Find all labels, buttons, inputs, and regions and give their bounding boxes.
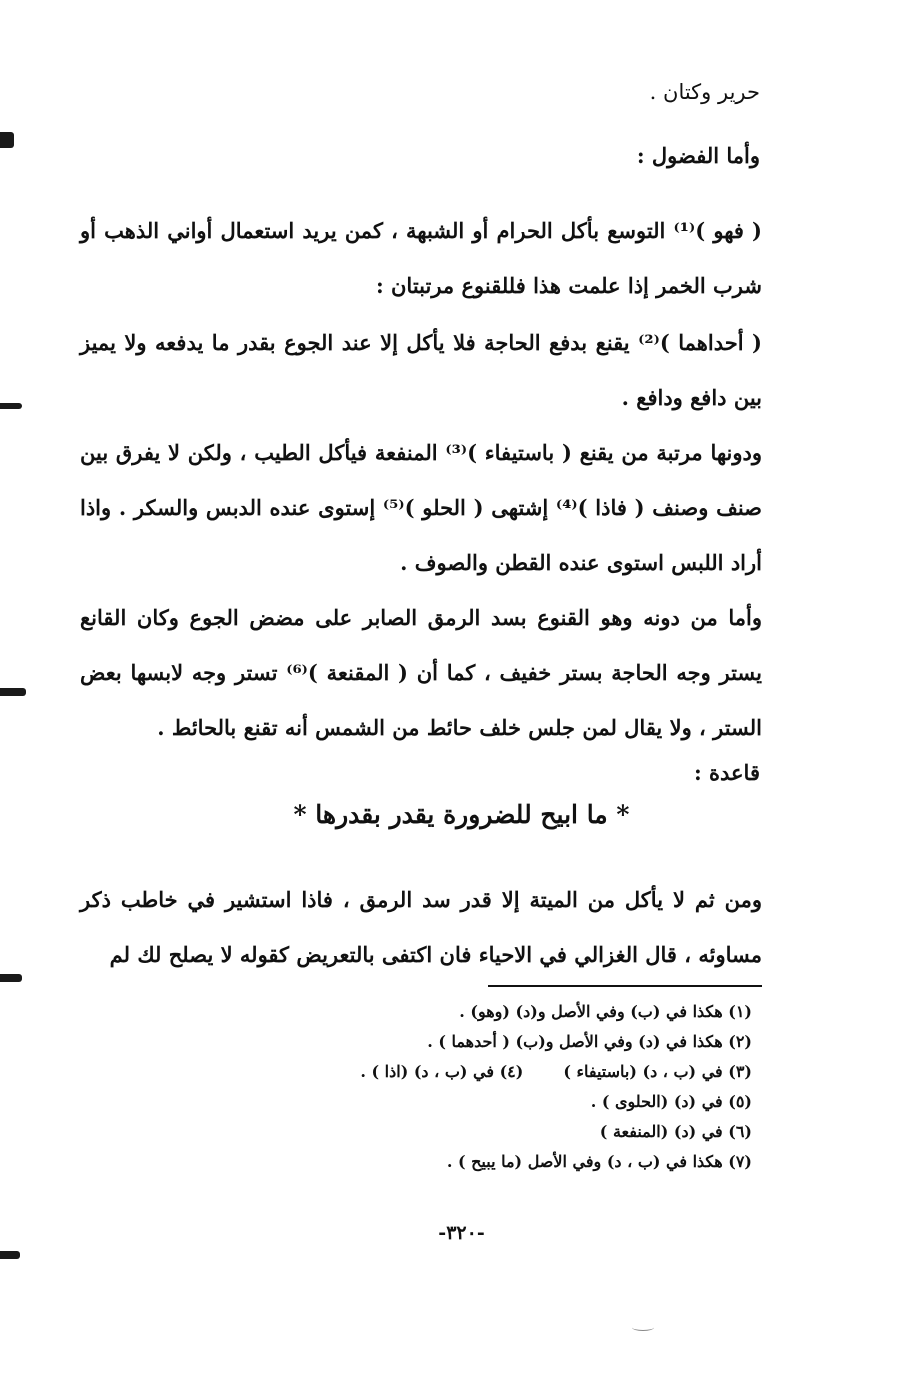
footnote-text: (٤) في (ب ، د) (اذا ) . bbox=[360, 1062, 524, 1081]
paragraph-text: ومن ثم لا يأكل من الميتة إلا قدر سد الرمق ، فاذا استشير في خاطب ذكر مساوئه ، قال الغزالي في الاحياء فان اكتفى بالتعريض كقوله لا يصلح لك لم bbox=[80, 887, 762, 967]
footnote bbox=[300, 1087, 752, 1117]
footnote-text: (٥) في (د) (الحلوى ) . bbox=[590, 1092, 752, 1111]
page-number: -٣٢٠- bbox=[438, 1222, 485, 1244]
footnote bbox=[300, 1057, 752, 1087]
scan-edge-mark bbox=[0, 403, 22, 409]
footnote-text: (٣) في (ب ، د) (باستيفاء ) bbox=[563, 1062, 752, 1081]
paragraph bbox=[80, 425, 762, 590]
paragraph-text: ( أحداهما )⁽²⁾ يقنع بدفع الحاجة فلا يأكل إلا عند الجوع بقدر ما يدفعه ولا يميز بين دافع ودافع . bbox=[80, 330, 762, 410]
paragraph-text: ودونها مرتبة من يقنع ( باستيفاء )⁽³⁾ المنفعة فيأكل الطيب ، ولكن لا يفرق بين صنف وصنف ( فاذا )⁽⁴⁾ إشتهى ( الحلو )⁽⁵⁾ إستوى عنده الدبس والسكر . واذا أراد اللبس استوى عنده القطن والصوف . bbox=[80, 440, 763, 575]
scan-edge-mark bbox=[0, 688, 26, 696]
footnote bbox=[300, 1147, 752, 1177]
footnote-text: (١) هكذا في (ب) وفي الأصل و(د) (وهو) . bbox=[459, 1002, 752, 1021]
footnote-text: (٧) هكذا في (ب ، د) وفي الأصل (ما يبيح ) . bbox=[446, 1152, 752, 1171]
paragraph-text: ( فهو )⁽¹⁾ التوسع بأكل الحرام أو الشبهة ، كمن يريد استعمال أواني الذهب أو شرب الخمر إذا علمت هذا فللقنوع مرتبتان : bbox=[80, 218, 762, 298]
rule-heading: * ما ابيح للضرورة يقدر بقدرها * bbox=[293, 800, 630, 829]
rule-label: قاعدة : bbox=[693, 760, 760, 785]
footnote-text: (٢) هكذا في (د) وفي الأصل و(ب) ( أحدهما ) . bbox=[427, 1032, 752, 1051]
paragraph-text: وأما من دونه وهو القنوع بسد الرمق الصابر على مضض الجوع وكان القانع يستر وجه الحاجة بستر خفيف ، كما أن ( المقنعة )⁽⁶⁾ تستر وجه لابسها بعض الستر ، ولا يقال لمن جلس خلف حائط من الشمس أنه تقنع بالحائط . bbox=[80, 605, 762, 740]
scan-edge-mark bbox=[0, 132, 14, 148]
section-heading: وأما الفضول : bbox=[636, 143, 760, 168]
paragraph bbox=[80, 315, 762, 425]
footnote-separator bbox=[488, 985, 762, 987]
paragraph bbox=[80, 872, 762, 982]
scan-edge-mark bbox=[0, 1251, 20, 1259]
paragraph bbox=[80, 590, 762, 755]
footnotes bbox=[300, 997, 752, 1177]
paragraph bbox=[80, 203, 762, 313]
footnote bbox=[300, 1027, 752, 1057]
scan-edge-mark bbox=[0, 974, 22, 982]
opening-line: حرير وكتان . bbox=[649, 80, 760, 104]
scan-smudge bbox=[632, 1324, 654, 1331]
footnote-text: (٦) في (د) (المنفعة ) bbox=[599, 1122, 752, 1141]
footnote bbox=[300, 997, 752, 1027]
footnote bbox=[300, 1117, 752, 1147]
